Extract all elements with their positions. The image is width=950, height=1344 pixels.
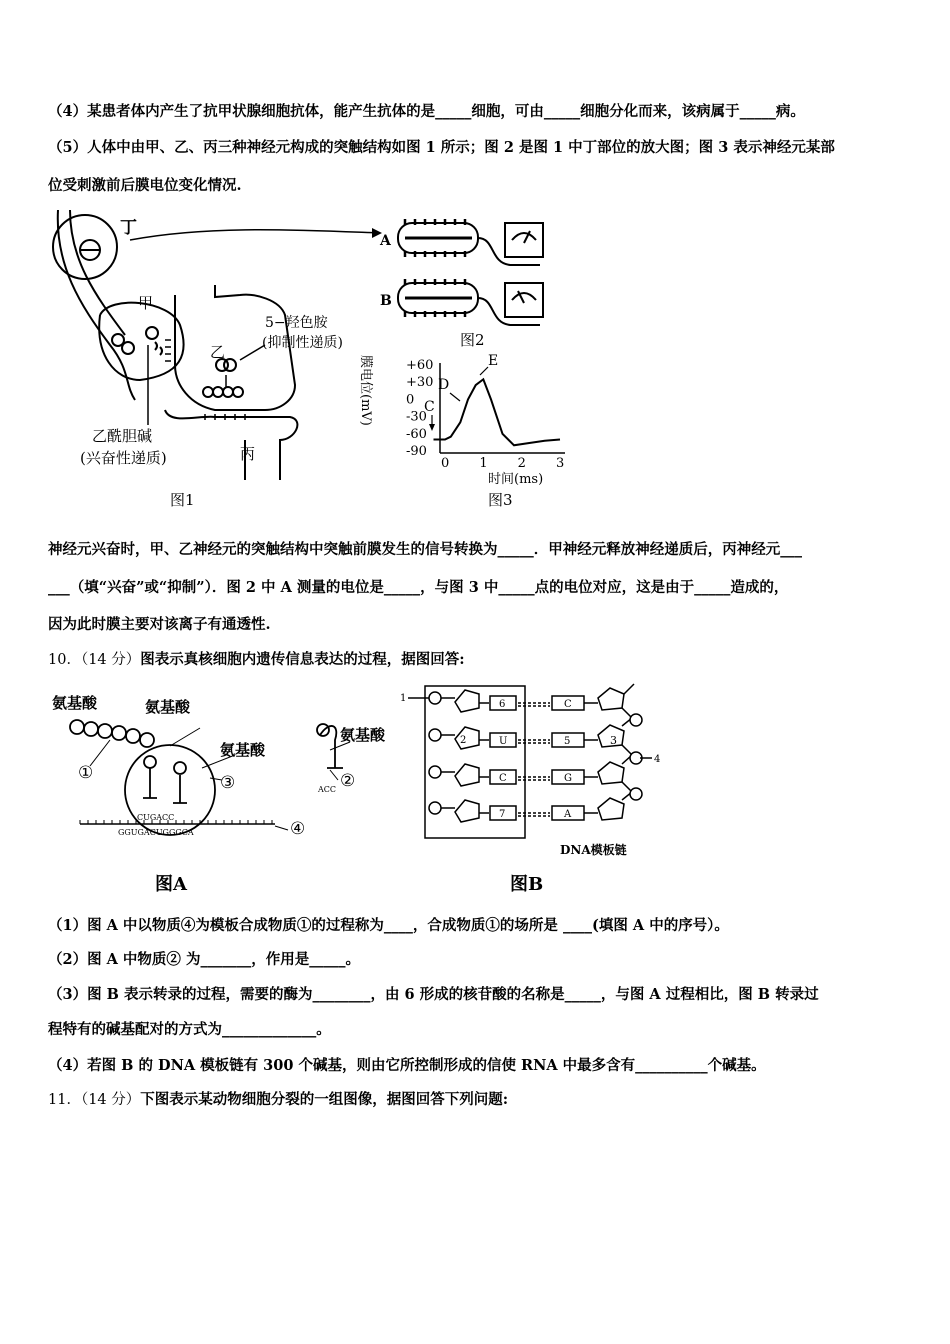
figA-anticodon: CUGACC (137, 813, 175, 822)
figB-dna-label: DNA模板链 (560, 843, 627, 857)
fig3-ytick: +60 (406, 358, 434, 373)
figure-gene-expression (40, 680, 670, 900)
q9-after-line2: ___（填“兴奋”或“抑制”）．图 2 中 A 测量的电位是_____，与图 3 中_____点的电位对应，这是由于_____造成的， (48, 579, 789, 596)
figA (70, 720, 350, 835)
figA-aa1: 氨基酸 (52, 694, 98, 712)
figB-n3: 3 (610, 734, 617, 747)
figA-aa4: 氨基酸 (340, 726, 386, 744)
q11-header (48, 1090, 508, 1110)
fig1-acetylcholine: 乙酰胆碱 (92, 427, 153, 445)
fig3-ytick: -30 (406, 409, 427, 425)
fig1-label-jia: 甲 (138, 294, 154, 312)
figA-acc: ACC (318, 785, 337, 794)
q10-part4: （4）若图 B 的 DNA 模板链有 300 个碱基，则由它所控制形成的信使 RNA 中最多含有__________个碱基。 (48, 1057, 766, 1074)
figB-n1: 1 (400, 693, 407, 704)
figB (408, 684, 652, 838)
fig1-caption: 图1 (170, 491, 195, 509)
q10-number: 10．（14 分） (48, 652, 141, 668)
fig2-caption: 图2 (460, 331, 485, 349)
figA-n2: ② (340, 771, 356, 791)
fig2-label-a: A (380, 233, 391, 249)
q9-after-line3: 因为此时膜主要对该离子有通透性. (48, 616, 271, 633)
figB-base-l4: 7 (499, 809, 506, 820)
q11-stem: 下图表示某动物细胞分裂的一组图像，据图回答下列问题: (140, 1091, 509, 1108)
figB-base-r2: 5 (564, 736, 571, 747)
fig1-label-bing: 丙 (240, 445, 256, 463)
q10-part2: （2）图 A 中物质② 为_______，作用是_____。 (48, 951, 360, 968)
fig3-ytick: -60 (406, 426, 427, 442)
q9-part5-line1: （5）人体中由甲、乙、丙三种神经元构成的突触结构如图 1 所示；图 2 是图 1 中丁部位的放大图；图 3 表示神经元某部 (48, 139, 835, 156)
fig1-serotonin-note: (抑制性递质) (262, 335, 343, 351)
fig1-acetylcholine-note: (兴奋性递质) (80, 449, 167, 467)
fig1-serotonin: 5−羟色胺 (265, 315, 328, 331)
figB-base-r4: A (564, 809, 572, 820)
fig1-label-yi: 乙 (210, 343, 226, 361)
figA-caption: 图A (155, 874, 187, 895)
figB-pentose2: 2 (460, 735, 467, 746)
fig3-ytick: 0 (406, 392, 415, 408)
figB-base-r1: C (564, 699, 572, 710)
q9-part5-line2: 位受刺激前后膜电位变化情况. (48, 177, 242, 194)
fig3-curve (434, 379, 561, 445)
fig1-label-ding: 丁 (120, 218, 137, 238)
figB-base-l2: U (499, 736, 508, 747)
fig3-ylabel: 膜电位(mV) (358, 355, 373, 426)
q10-stem: 图表示真核细胞内遗传信息表达的过程，据图回答: (140, 651, 465, 668)
q9-after-line1: 神经元兴奋时，甲、乙神经元的突触结构中突触前膜发生的信号转换为_____．甲神经元释放神经递质后，丙神经元___ (48, 541, 802, 558)
figA-n3: ③ (220, 773, 236, 793)
fig3-ytick: -90 (406, 444, 427, 459)
q11-number: 11．（14 分） (48, 1092, 141, 1108)
q10-part1: （1）图 A 中以物质④为模板合成物质①的过程称为____，合成物质①的场所是 ____(填图 A 中的序号）。 (48, 917, 729, 934)
figB-base-l1: 6 (499, 699, 506, 710)
figA-aa2: 氨基酸 (145, 698, 191, 716)
q9-part4: （4）某患者体内产生了抗甲状腺细胞抗体，能产生抗体的是_____细胞，可由_____细胞分化而来，该病属于_____病。 (48, 103, 805, 120)
q10-part3-line1: （3）图 B 表示转录的过程，需要的酶为________，由 6 形成的核苷酸的名称是_____，与图 A 过程相比，图 B 转录过 (48, 986, 819, 1003)
figB-base-r3: G (564, 773, 572, 784)
figA-n1: ① (78, 763, 94, 783)
fig2-label-b: B (380, 293, 392, 309)
fig3-point-e: E (488, 353, 499, 369)
q10-header (48, 650, 465, 670)
figB-n4: 4 (654, 754, 661, 765)
figB-base-l3: C (499, 773, 507, 784)
figB-caption: 图B (510, 874, 544, 895)
q10-part3-line2: 程特有的碱基配对的方式为_____________。 (48, 1021, 331, 1038)
fig3-xlabel: 时间(ms) (488, 472, 544, 487)
figA-n4: ④ (290, 819, 306, 839)
figA-aa3: 氨基酸 (220, 741, 266, 759)
fig3-xtick: 0 (441, 456, 450, 471)
fig3-xtick: 3 (556, 456, 565, 471)
figA-mrna: GGUGACUGGGCA (118, 828, 194, 837)
fig3-xtick: 1 (479, 456, 488, 471)
fig3-chart (434, 363, 566, 453)
fig3-xtick: 2 (517, 456, 526, 471)
fig3-ytick: +30 (406, 375, 434, 391)
figure-neurons (40, 205, 580, 515)
fig3-point-d: D (438, 377, 450, 393)
fig2 (398, 219, 543, 325)
fig3-caption: 图3 (488, 491, 513, 509)
fig3-point-c: C (424, 399, 435, 415)
